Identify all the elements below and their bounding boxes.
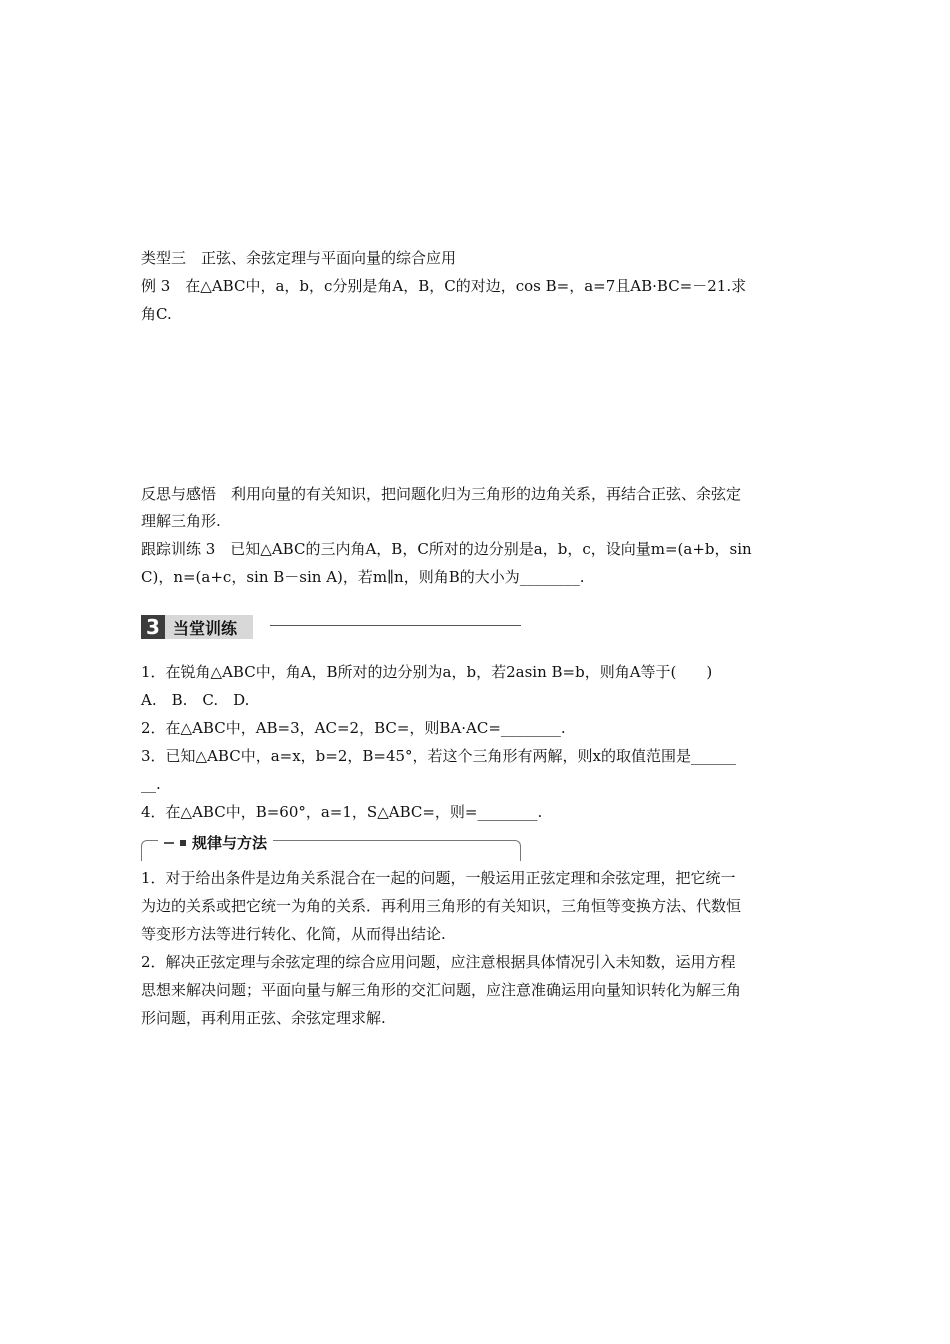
tracking-line2: C)，n=(a+c，sin B－sin A)，若m∥n，则角B的大小为________. <box>141 568 585 586</box>
tracking-line1: 跟踪训练 3 已知△ABC的三内角A，B，C所对的边分别是a，b，c，设向量m=(a+b，sin <box>141 540 752 558</box>
exercise-2: 2．在△ABC中，AB=3，AC=2，BC=，则BA·AC=________. <box>141 719 566 737</box>
section-divider <box>270 625 521 626</box>
method-heading <box>158 832 273 853</box>
method-p1-line1: 1．对于给出条件是边角关系混合在一起的问题，一般运用正弦定理和余弦定理，把它统一 <box>141 869 736 887</box>
example3-line2: 角C. <box>141 305 172 323</box>
method-p2-line2: 思想来解决问题；平面向量与解三角形的交汇问题，应注意准确运用向量知识转化为解三角 <box>141 981 742 999</box>
exercise-1-options: A. B. C. D. <box>141 691 250 709</box>
section-number: 3 <box>141 615 165 639</box>
reflection-line1: 反思与感悟 利用向量的有关知识，把问题化归为三角形的边角关系，再结合正弦、余弦定 <box>141 485 742 503</box>
square-bullet-icon <box>180 840 186 846</box>
method-p2-line1: 2．解决正弦定理与余弦定理的综合应用问题，应注意根据具体情况引入未知数，运用方程 <box>141 953 736 971</box>
exercise-1: 1．在锐角△ABC中，角A，B所对的边分别为a，b，若2asin B=b，则角A等于( ) <box>141 663 713 681</box>
section-title: 当堂训练 <box>165 615 253 639</box>
type3-title: 类型三 正弦、余弦定理与平面向量的综合应用 <box>141 249 457 267</box>
method-p2-line3: 形问题，再利用正弦、余弦定理求解. <box>141 1009 386 1027</box>
reflection-line2: 理解三角形. <box>141 512 221 530</box>
example3-line1: 例 3 在△ABC中，a，b，c分别是角A，B，C的对边，cos B=，a=7且AB·BC=－21.求 <box>141 277 747 295</box>
method-p1-line3: 等变形方法等进行转化、化简，从而得出结论. <box>141 925 446 943</box>
exercise-3-line1: 3．已知△ABC中，a=x，b=2，B=45°，若这个三角形有两解，则x的取值范围是______ <box>141 747 737 765</box>
method-p1-line2: 为边的关系或把它统一为角的关系．再利用三角形的有关知识，三角恒等变换方法、代数恒 <box>141 897 742 915</box>
method-label: 规律与方法 <box>192 834 268 852</box>
exercise-3-line2: __. <box>141 775 161 793</box>
exercise-4: 4．在△ABC中，B=60°，a=1，S△ABC=，则=________. <box>141 803 543 821</box>
dash-mark-icon <box>164 842 174 844</box>
section-banner <box>141 614 253 640</box>
